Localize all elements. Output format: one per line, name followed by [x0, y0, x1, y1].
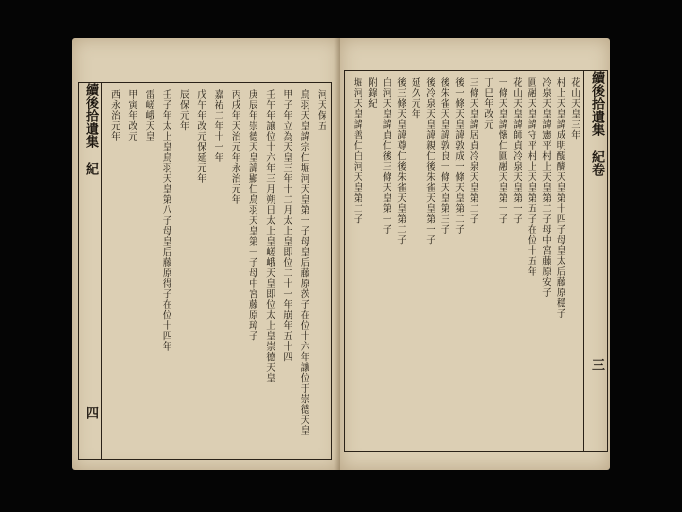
right-margin-rule [583, 71, 584, 451]
right-margin-subtitle: 紀卷 [589, 150, 604, 176]
right-margin-title-text: 續後拾遺集 [589, 71, 604, 136]
left-text-column: 甲寅年改元 [125, 89, 137, 142]
left-text-column: 河天保五 [315, 89, 327, 131]
right-text-column: 附錄紀 [365, 77, 377, 109]
right-text-column: 圓融天皇諱守平村上天皇第五子在位十五年 [525, 77, 537, 277]
left-page-frame [78, 82, 332, 460]
right-text-column: 冷泉天皇諱憲平村上天皇第二子母中宮藤原安子 [539, 77, 551, 298]
right-text-column: 白河天皇諱貞仁後三條天皇第一子 [380, 77, 392, 235]
left-text-column: 壬午年譲位十六年三月朔日太上皇嵯峨天皇即位太上皇崇德天皇 [263, 89, 275, 383]
right-page [340, 38, 610, 470]
left-margin-title [79, 83, 101, 459]
left-page [72, 38, 340, 470]
left-text-column: 甲子年立為天皇三年十二月太上皇即位二十一年崩年五十四 [280, 89, 292, 362]
right-text-column: 後三條天皇諱尊仁後朱雀天皇第二子 [394, 77, 406, 245]
left-text-column: 庚辰年崇德天皇諱顯仁鳥羽天皇第一子母中宮藤原璋子 [246, 89, 258, 341]
left-text-column: 戊午年改元保延元年 [194, 89, 206, 184]
right-text-column: 三條天皇諱居貞冷泉天皇第二子 [467, 77, 479, 224]
left-margin-rule [101, 83, 102, 459]
left-margin-title-text: 續後拾遺集 [83, 83, 98, 148]
right-text-column: 後朱雀天皇諱敦良一條天皇第三子 [438, 77, 450, 235]
left-text-column: 鳥羽天皇諱宗仁堀河天皇第一子母皇后藤原茨子在位十六年讓位于崇德天皇 [298, 89, 310, 436]
right-text-column: 花山天皇三年 [568, 77, 580, 140]
right-margin-title [585, 71, 607, 451]
open-book [72, 38, 610, 470]
right-text-column: 後冷泉天皇諱親仁後朱雀天皇第一子 [423, 77, 435, 245]
left-text-column: 西永治元年 [108, 89, 120, 142]
right-page-frame [344, 70, 608, 452]
right-text-column: 花山天皇諱師貞冷泉天皇第一子 [510, 77, 522, 224]
right-text-column: 丁巳年改元 [481, 77, 493, 130]
left-text-column: 雷嵯峨天皇 [143, 89, 155, 142]
right-text-column: 一條天皇諱懷仁圓融天皇第一子 [496, 77, 508, 224]
right-text-column: 堀河天皇諱善仁白河天皇第二子 [351, 77, 363, 224]
left-text-column: 壬子年太上皇鳥羽天皇第八子母皇后藤原得子在位十四年 [160, 89, 172, 352]
right-page-number: 三 [589, 358, 604, 371]
right-text-column: 村上天皇諱成明醍醐天皇第十四子母皇太后藤原穩子 [554, 77, 566, 319]
left-text-column: 辰保元年 [177, 89, 189, 131]
right-text-column: 後一條天皇諱敦成一條天皇第二子 [452, 77, 464, 235]
left-text-column: 丙戌年天治元年永治元年 [229, 89, 241, 205]
left-page-number: 四 [83, 406, 98, 419]
right-text-column: 延久元年 [409, 77, 421, 119]
left-text-column: 嘉祐二年十一年 [212, 89, 223, 163]
left-margin-subtitle: 紀 [83, 162, 98, 175]
